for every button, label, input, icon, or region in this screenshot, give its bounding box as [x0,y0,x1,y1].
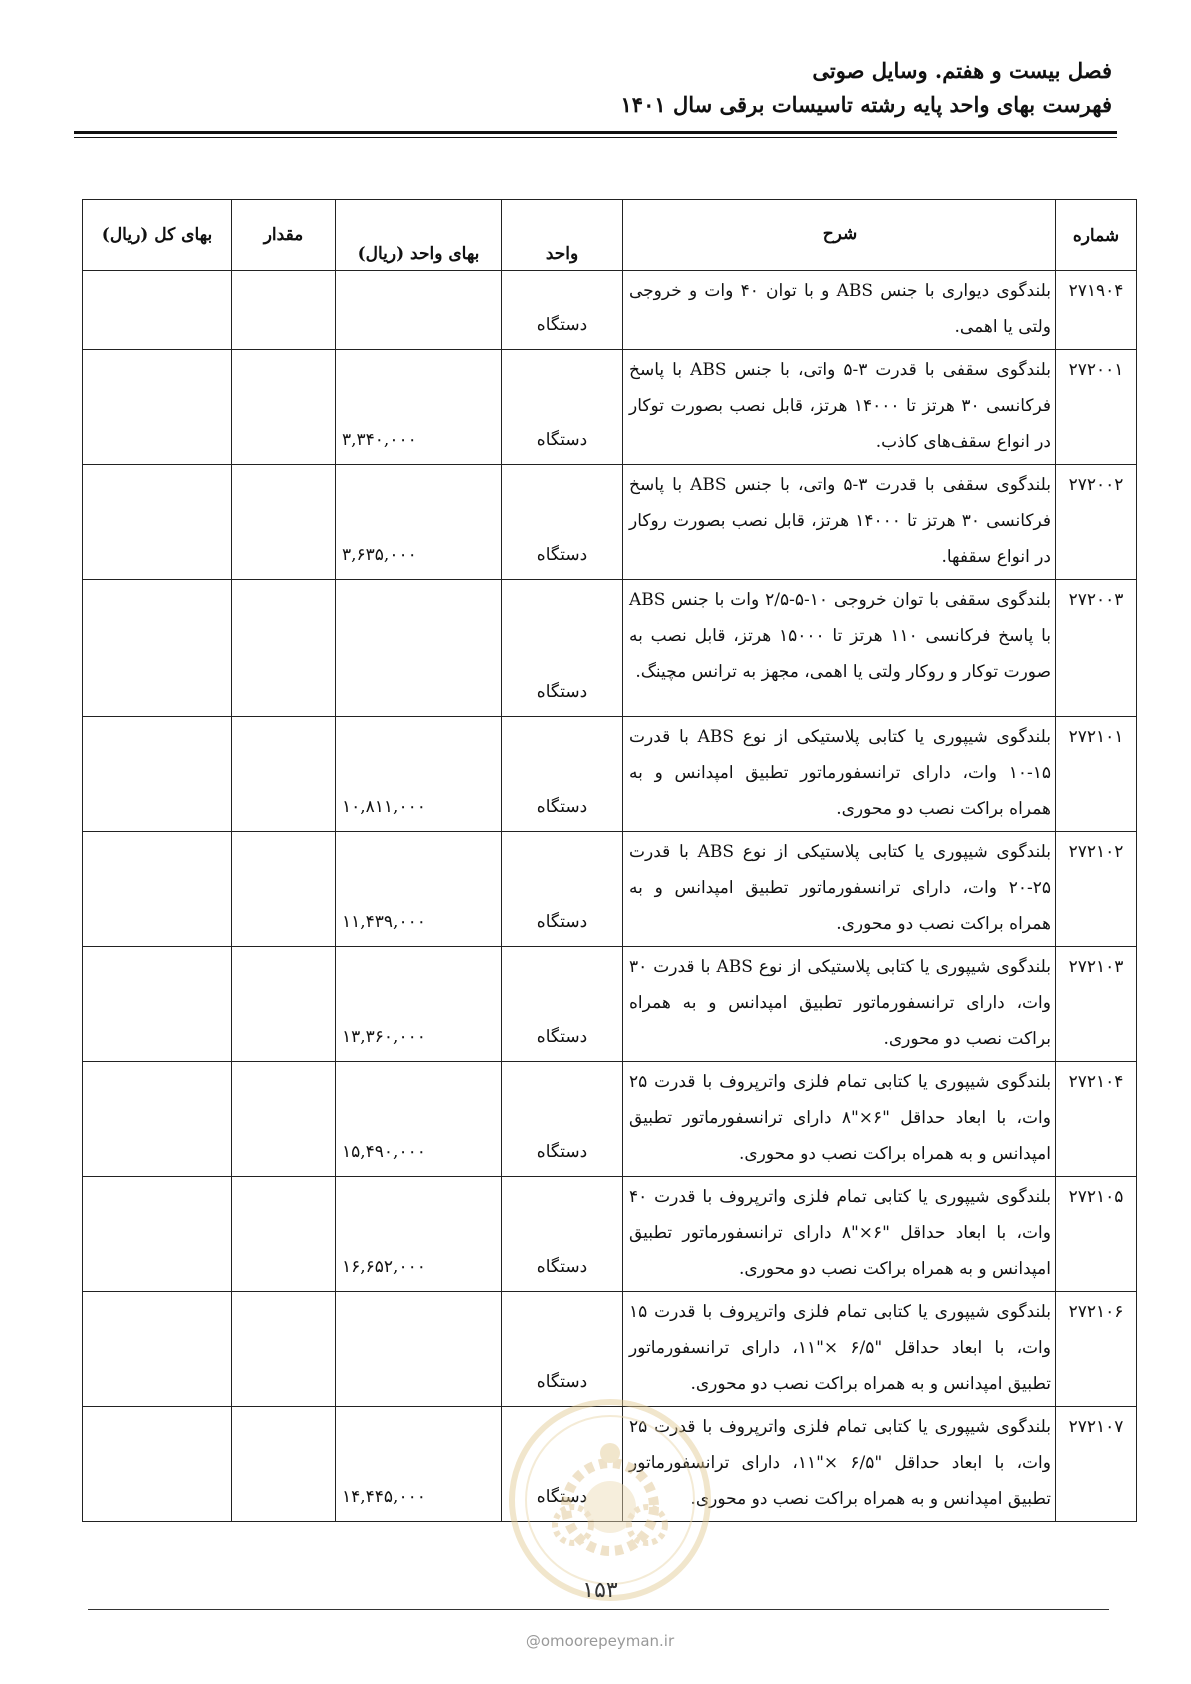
item-description: بلندگوی سقفی با قدرت ۳-۵ واتی، با جنس ABS با پاسخ فرکانسی ۳۰ هرتز تا ۱۴۰۰۰ هرتز، قابل نصب بصورت توکار در انواع سقف‌های کاذب. [623,350,1056,465]
item-description: بلندگوی شیپوری یا کتابی تمام فلزی واترپروف با قدرت ۱۵ وات، با ابعاد حداقل "۶/۵ ×"۱۱، دارای ترانسفورماتور تطبیق امپدانس و به همراه براکت نصب دو محوری. [623,1292,1056,1407]
item-total-price [83,1177,232,1292]
item-unit: دستگاه [502,465,623,580]
column-header-unit: واحد [502,200,623,271]
item-code: ۲۷۲۱۰۳ [1056,947,1137,1062]
item-unit-price: ۱۰,۸۱۱,۰۰۰ [336,717,502,832]
item-total-price [83,465,232,580]
price-list-title: فهرست بهای واحد پایه رشته تاسیسات برقی سال ۱۴۰۱ [620,92,1112,117]
item-unit: دستگاه [502,832,623,947]
item-code: ۲۷۱۹۰۴ [1056,271,1137,350]
item-unit-price [336,271,502,350]
item-description: بلندگوی دیواری با جنس ABS و با توان ۴۰ وات و خروجی ولتی یا اهمی. [623,271,1056,350]
item-quantity [232,1062,336,1177]
website-watermark: @omoorepeyman.ir [525,1632,675,1650]
item-code: ۲۷۲۱۰۶ [1056,1292,1137,1407]
item-quantity [232,350,336,465]
item-code: ۲۷۲۱۰۷ [1056,1407,1137,1522]
item-quantity [232,832,336,947]
table-row [83,350,1137,465]
item-description: بلندگوی شیپوری یا کتابی تمام فلزی واترپروف با قدرت ۲۵ وات، با ابعاد حداقل "۶/۵ ×"۱۱، دارای ترانسفورماتور تطبیق امپدانس و به همراه براکت نصب دو محوری. [623,1407,1056,1522]
item-description: بلندگوی شیپوری یا کتابی تمام فلزی واترپروف با قدرت ۲۵ وات، با ابعاد حداقل "۶×"۸ دارای ترانسفورماتور تطبیق امپدانس و به همراه براکت نصب دو محوری. [623,1062,1056,1177]
item-unit: دستگاه [502,1062,623,1177]
item-total-price [83,350,232,465]
item-total-price [83,947,232,1062]
table-row [83,1407,1137,1522]
header-divider-thin [74,137,1117,138]
column-header-total-price: بهای کل (ریال) [83,200,232,271]
item-total-price [83,1292,232,1407]
item-code: ۲۷۲۱۰۱ [1056,717,1137,832]
item-quantity [232,1407,336,1522]
column-header-quantity: مقدار [232,200,336,271]
item-total-price [83,1062,232,1177]
chapter-title: فصل بیست و هفتم. وسایل صوتی [812,58,1112,83]
table-row [83,271,1137,350]
column-header-description: شرح [623,200,1056,271]
item-unit-price: ۱۶,۶۵۲,۰۰۰ [336,1177,502,1292]
table-row [83,717,1137,832]
header-divider [74,131,1117,134]
item-unit-price: ۳,۶۳۵,۰۰۰ [336,465,502,580]
item-unit: دستگاه [502,947,623,1062]
table-row [83,580,1137,717]
item-unit-price: ۱۴,۴۴۵,۰۰۰ [336,1407,502,1522]
table-row [83,1062,1137,1177]
item-unit: دستگاه [502,717,623,832]
table-row [83,1177,1137,1292]
item-unit-price: ۱۵,۴۹۰,۰۰۰ [336,1062,502,1177]
column-header-code: شماره [1056,200,1137,271]
item-unit: دستگاه [502,1407,623,1522]
item-unit-price [336,580,502,717]
item-unit-price: ۱۱,۴۳۹,۰۰۰ [336,832,502,947]
item-total-price [83,271,232,350]
item-code: ۲۷۲۱۰۴ [1056,1062,1137,1177]
footer-divider [88,1609,1109,1610]
item-unit-price [336,1292,502,1407]
table-row [83,832,1137,947]
table-row [83,947,1137,1062]
price-table [82,199,1137,1522]
item-description: بلندگوی شیپوری یا کتابی پلاستیکی از نوع ABS با قدرت ۳۰ وات، دارای ترانسفورماتور تطبیق امپدانس و به همراه براکت نصب دو محوری. [623,947,1056,1062]
item-code: ۲۷۲۰۰۱ [1056,350,1137,465]
item-unit: دستگاه [502,271,623,350]
item-quantity [232,1177,336,1292]
item-total-price [83,580,232,717]
table-header-row [83,200,1137,271]
item-description: بلندگوی شیپوری یا کتابی تمام فلزی واترپروف با قدرت ۴۰ وات، با ابعاد حداقل "۶×"۸ دارای ترانسفورماتور تطبیق امپدانس و به همراه براکت نصب دو محوری. [623,1177,1056,1292]
item-quantity [232,580,336,717]
item-quantity [232,717,336,832]
item-description: بلندگوی شیپوری یا کتابی پلاستیکی از نوع ABS با قدرت ۱۵-۱۰ وات، دارای ترانسفورماتور تطبیق امپدانس و به همراه براکت نصب دو محوری. [623,717,1056,832]
item-unit: دستگاه [502,580,623,717]
item-quantity [232,947,336,1062]
item-description: بلندگوی شیپوری یا کتابی پلاستیکی از نوع ABS با قدرت ۲۵-۲۰ وات، دارای ترانسفورماتور تطبیق امپدانس و به همراه براکت نصب دو محوری. [623,832,1056,947]
item-description: بلندگوی سقفی با قدرت ۳-۵ واتی، با جنس ABS با پاسخ فرکانسی ۳۰ هرتز تا ۱۴۰۰۰ هرتز، قابل نصب بصورت روکار در انواع سقفها. [623,465,1056,580]
item-total-price [83,717,232,832]
item-code: ۲۷۲۱۰۵ [1056,1177,1137,1292]
item-total-price [83,832,232,947]
item-description: بلندگوی سقفی با توان خروجی ۱۰-۵-۲/۵ وات با جنس ABS با پاسخ فرکانسی ۱۱۰ هرتز تا ۱۵۰۰۰ هرتز، قابل نصب به صورت توکار و روکار ولتی یا اهمی، مجهز به ترانس مچینگ. [623,580,1056,717]
item-unit-price: ۱۳,۳۶۰,۰۰۰ [336,947,502,1062]
item-quantity [232,1292,336,1407]
item-unit: دستگاه [502,350,623,465]
item-unit-price: ۳,۳۴۰,۰۰۰ [336,350,502,465]
item-code: ۲۷۲۰۰۳ [1056,580,1137,717]
column-header-unit-price: بهای واحد (ریال) [336,200,502,271]
item-quantity [232,465,336,580]
item-code: ۲۷۲۱۰۲ [1056,832,1137,947]
table-row [83,1292,1137,1407]
item-code: ۲۷۲۰۰۲ [1056,465,1137,580]
page-number: ۱۵۳ [582,1578,618,1603]
item-total-price [83,1407,232,1522]
item-unit: دستگاه [502,1177,623,1292]
item-quantity [232,271,336,350]
table-row [83,465,1137,580]
table-body [83,271,1137,1522]
item-unit: دستگاه [502,1292,623,1407]
